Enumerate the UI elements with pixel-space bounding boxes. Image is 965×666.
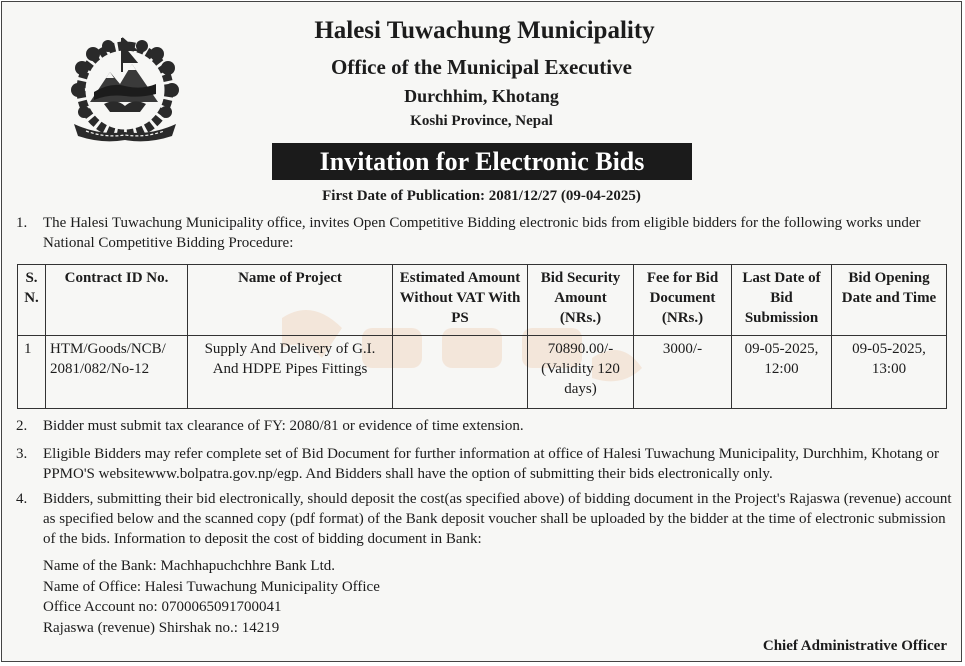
- paragraph-text: Bidder must submit tax clearance of FY: 2080/81 or evidence of time extension.: [43, 418, 524, 434]
- cell-contract-id: HTM/Goods/NCB/ 2081/082/No-12: [46, 336, 188, 409]
- bank-name: Name of the Bank: Machhapuchchhre Bank Ltd.: [43, 558, 335, 574]
- bank-account-number: Office Account no: 0700065091700041: [43, 599, 282, 615]
- col-sn: S. N.: [18, 265, 46, 336]
- bank-office-name: Name of Office: Halesi Tuwachung Municipality Office: [43, 578, 380, 595]
- bank-details: [43, 556, 380, 638]
- publication-date: First Date of Publication: 2081/12/27 (09-04-2025): [322, 188, 641, 204]
- table-row: [18, 336, 947, 409]
- cell-security: 70890.00/- (Validity 120 days): [528, 336, 634, 409]
- col-fee: Fee for Bid Document (NRs.): [634, 265, 732, 336]
- bid-notice: [1, 1, 962, 662]
- col-contract-id: Contract ID No.: [46, 265, 188, 336]
- cell-opening: 09-05-2025, 13:00: [832, 336, 947, 409]
- notice-title-banner: Invitation for Electronic Bids: [272, 143, 692, 180]
- cell-last-date: 09-05-2025, 12:00: [732, 336, 832, 409]
- col-estimate: Estimated Amount Without VAT With PS: [393, 265, 528, 336]
- col-opening: Bid Opening Date and Time: [832, 265, 947, 336]
- paragraph-text: Eligible Bidders may refer complete set of Bid Document for further information at office of Halesi Tuwachung Municipality, Durchhim, Khotang or PPMO'S websitewww.bolpatra.gov.np/egp. And Bidders shall have the option of submitting their bids electronically only.: [43, 446, 940, 482]
- rajaswa-number: Rajaswa (revenue) Shirshak no.: 14219: [43, 619, 280, 636]
- paragraph-number: 2.: [16, 418, 28, 434]
- province-name: Koshi Province, Nepal: [410, 113, 553, 129]
- municipality-name: Halesi Tuwachung Municipality: [314, 17, 655, 44]
- paragraph-1: [16, 213, 952, 253]
- paragraph-number: 3.: [16, 446, 28, 462]
- paragraph-number: 4.: [16, 491, 28, 507]
- paragraph-2: [16, 416, 952, 436]
- paragraph-number: 1.: [16, 215, 28, 231]
- col-security: Bid Security Amount (NRs.): [528, 265, 634, 336]
- signatory-title: Chief Administrative Officer: [762, 638, 947, 654]
- paragraph-text: Bidders, submitting their bid electronically, should deposit the cost(as specified above) of bidding document in the Project's Rajaswa (revenue) account as specified below and the scanned copy (pdf format) of the Bank deposit voucher shall be uploaded by the bidder at the time of electronic submission of the bids. Information to deposit the cost of bidding document in Bank:: [43, 491, 952, 547]
- office-name: Office of the Municipal Executive: [331, 55, 632, 79]
- bid-table: [17, 264, 947, 409]
- cell-estimate: [393, 336, 528, 409]
- cell-sn: 1: [18, 336, 46, 409]
- col-last-date: Last Date of Bid Submission: [732, 265, 832, 336]
- cell-project: Supply And Delivery of G.I. And HDPE Pipes Fittings: [188, 336, 393, 409]
- table-header-row: [18, 265, 947, 336]
- paragraph-text: The Halesi Tuwachung Municipality office, invites Open Competitive Bidding electronic bids from eligible bidders for the following works under National Competitive Bidding Procedure:: [43, 215, 921, 251]
- paragraph-3: [16, 444, 952, 484]
- cell-fee: 3000/-: [634, 336, 732, 409]
- office-location: Durchhim, Khotang: [404, 86, 559, 106]
- col-project: Name of Project: [188, 265, 393, 336]
- paragraph-4: [16, 489, 952, 549]
